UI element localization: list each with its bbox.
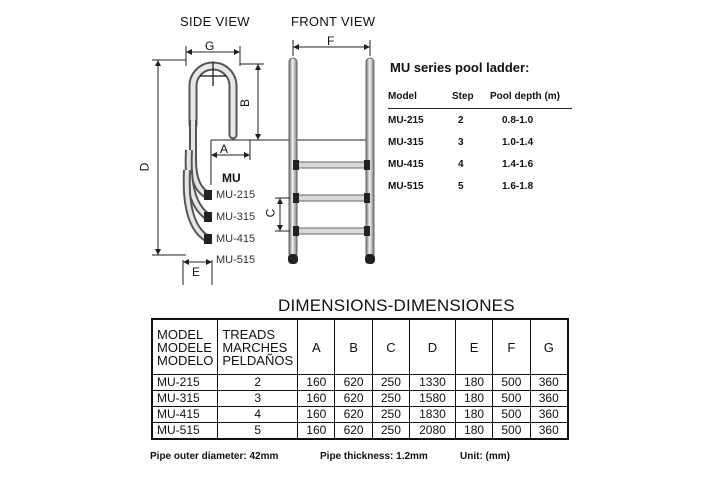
header-model-en: MODEL xyxy=(157,326,204,342)
cell-g: 360 xyxy=(530,423,568,440)
header-treads xyxy=(218,319,298,375)
cell-e: 180 xyxy=(455,407,492,423)
dim-label-g: G xyxy=(205,39,215,53)
header-col-b: B xyxy=(335,319,372,375)
spec-cell-step: 2 xyxy=(458,114,464,126)
spec-cell-model: MU-215 xyxy=(388,114,424,126)
cell-d: 1580 xyxy=(410,391,456,407)
dim-label-e: E xyxy=(192,265,201,279)
spec-header-model: Model xyxy=(388,84,452,109)
spec-cell-depth: 1.4-1.6 xyxy=(502,158,534,170)
header-col-a: A xyxy=(298,319,335,375)
spec-table xyxy=(388,84,572,197)
spec-table-header-row xyxy=(388,84,572,109)
spec-cell-step: 3 xyxy=(458,136,464,148)
header-treads-fr: MARCHES xyxy=(222,339,288,355)
dimensions-row xyxy=(152,375,568,391)
cell-e: 180 xyxy=(455,375,492,391)
unit-note: Unit: (mm) xyxy=(460,451,510,462)
cell-b: 620 xyxy=(335,407,372,423)
cell-model: MU-415 xyxy=(152,407,218,423)
dimensions-heading: DIMENSIONS-DIMENSIONES xyxy=(278,296,515,315)
spec-header-step: Step xyxy=(452,84,490,109)
dim-label-f: F xyxy=(327,34,335,48)
dim-label-d: D xyxy=(137,162,152,172)
cell-a: 160 xyxy=(298,423,335,440)
spec-header-depth: Pool depth (m) xyxy=(490,84,572,109)
cell-f: 500 xyxy=(493,375,530,391)
front-view-title: FRONT VIEW xyxy=(291,14,376,29)
dimensions-table xyxy=(151,318,569,440)
cell-c: 250 xyxy=(372,423,409,440)
spec-cell-model: MU-315 xyxy=(388,136,424,148)
header-col-c: C xyxy=(372,319,409,375)
side-model-label: MU-515 xyxy=(216,254,256,266)
spec-table-row xyxy=(388,153,572,175)
side-model-label: MU-415 xyxy=(216,233,256,245)
spec-cell-step: 5 xyxy=(458,180,464,192)
cell-treads: 3 xyxy=(218,391,298,407)
cell-g: 360 xyxy=(530,407,568,423)
cell-f: 500 xyxy=(493,423,530,440)
side-series-label: MU xyxy=(222,171,241,185)
header-col-g: G xyxy=(530,319,568,375)
spec-cell-depth: 0.8-1.0 xyxy=(502,114,534,126)
cell-treads: 5 xyxy=(218,423,298,440)
cell-c: 250 xyxy=(372,407,409,423)
spec-cell-model: MU-515 xyxy=(388,180,424,192)
header-col-d: D xyxy=(410,319,456,375)
cell-model: MU-315 xyxy=(152,391,218,407)
cell-treads: 4 xyxy=(218,407,298,423)
cell-treads: 2 xyxy=(218,375,298,391)
cell-e: 180 xyxy=(455,391,492,407)
cell-d: 1830 xyxy=(410,407,456,423)
cell-b: 620 xyxy=(335,391,372,407)
header-model-fr: MODELE xyxy=(157,339,212,355)
header-col-e: E xyxy=(455,319,492,375)
dim-label-c: C xyxy=(263,208,278,218)
header-treads-es: PELDAÑOS xyxy=(222,352,294,368)
cell-g: 360 xyxy=(530,391,568,407)
spec-cell-step: 4 xyxy=(458,158,464,170)
spec-cell-depth: 1.6-1.8 xyxy=(502,180,534,192)
dimensions-header-row xyxy=(152,319,568,375)
dim-label-a: A xyxy=(220,142,229,156)
spec-table-row xyxy=(388,131,572,153)
header-model-es: MODELO xyxy=(157,352,214,368)
pipe-diameter-note: Pipe outer diameter: 42mm xyxy=(150,451,279,462)
cell-a: 160 xyxy=(298,391,335,407)
side-view-title: SIDE VIEW xyxy=(180,14,250,29)
cell-f: 500 xyxy=(493,407,530,423)
dim-label-b: B xyxy=(238,98,253,108)
side-model-label: MU-215 xyxy=(216,189,256,201)
cell-e: 180 xyxy=(455,423,492,440)
cell-a: 160 xyxy=(298,407,335,423)
cell-d: 2080 xyxy=(410,423,456,440)
spec-table-title: MU series pool ladder: xyxy=(390,60,530,75)
cell-a: 160 xyxy=(298,375,335,391)
pipe-thickness-note: Pipe thickness: 1.2mm xyxy=(320,451,428,462)
dimensions-row xyxy=(152,391,568,407)
cell-d: 1330 xyxy=(410,375,456,391)
header-treads-en: TREADS xyxy=(222,326,276,342)
header-model xyxy=(152,319,218,375)
spec-table-row xyxy=(388,109,572,132)
cell-f: 500 xyxy=(493,391,530,407)
cell-g: 360 xyxy=(530,375,568,391)
side-model-label: MU-315 xyxy=(216,211,256,223)
dimensions-row xyxy=(152,423,568,440)
cell-model: MU-515 xyxy=(152,423,218,440)
header-col-f: F xyxy=(493,319,530,375)
cell-model: MU-215 xyxy=(152,375,218,391)
cell-b: 620 xyxy=(335,423,372,440)
dimensions-row xyxy=(152,407,568,423)
cell-b: 620 xyxy=(335,375,372,391)
spec-cell-model: MU-415 xyxy=(388,158,424,170)
spec-table-row xyxy=(388,175,572,197)
cell-c: 250 xyxy=(372,391,409,407)
cell-c: 250 xyxy=(372,375,409,391)
front-view-drawing xyxy=(260,30,390,270)
spec-cell-depth: 1.0-1.4 xyxy=(502,136,534,148)
